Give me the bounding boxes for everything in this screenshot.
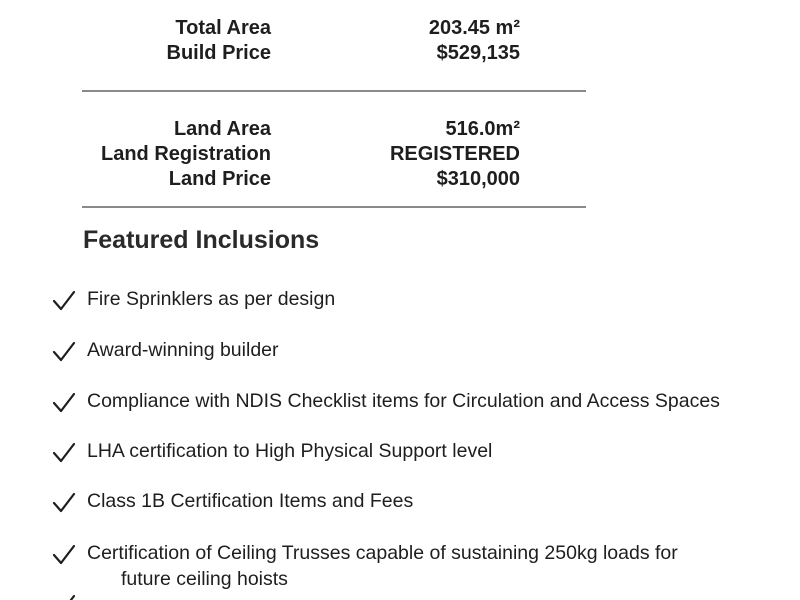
total-area-value: 203.45 m² (428, 17, 520, 39)
inclusion-text: Award-winning builder (87, 339, 279, 361)
build-price-label: Build Price (166, 42, 271, 64)
inclusion-text-continued: future ceiling hoists (121, 568, 288, 590)
land-registration-label: Land Registration (100, 143, 271, 165)
total-area-label: Total Area (175, 17, 271, 39)
checkmark-icon (52, 391, 76, 413)
featured-inclusions-heading: Featured Inclusions (83, 226, 320, 254)
checkmark-icon (52, 340, 76, 362)
inclusion-text: Class 1B Certification Items and Fees (87, 490, 414, 512)
checkmark-icon (52, 593, 76, 600)
inclusion-text: Certification of Ceiling Trusses capable of sustaining 250kg loads for (87, 542, 678, 564)
land-price-value: $310,000 (436, 168, 520, 190)
inclusion-text: Fire Sprinklers as per design (87, 288, 336, 310)
land-registration-value: REGISTERED (389, 143, 520, 165)
land-area-value: 516.0m² (445, 118, 520, 140)
checkmark-icon (52, 289, 76, 311)
build-price-value: $529,135 (436, 42, 520, 64)
inclusion-text: Compliance with NDIS Checklist items for Circulation and Access Spaces (87, 390, 720, 412)
land-area-label: Land Area (173, 118, 271, 140)
checkmark-icon (52, 543, 76, 565)
checkmark-icon (52, 491, 76, 513)
checkmark-icon (52, 441, 76, 463)
inclusion-text: LHA certification to High Physical Support level (87, 440, 493, 462)
land-price-label: Land Price (168, 168, 271, 190)
